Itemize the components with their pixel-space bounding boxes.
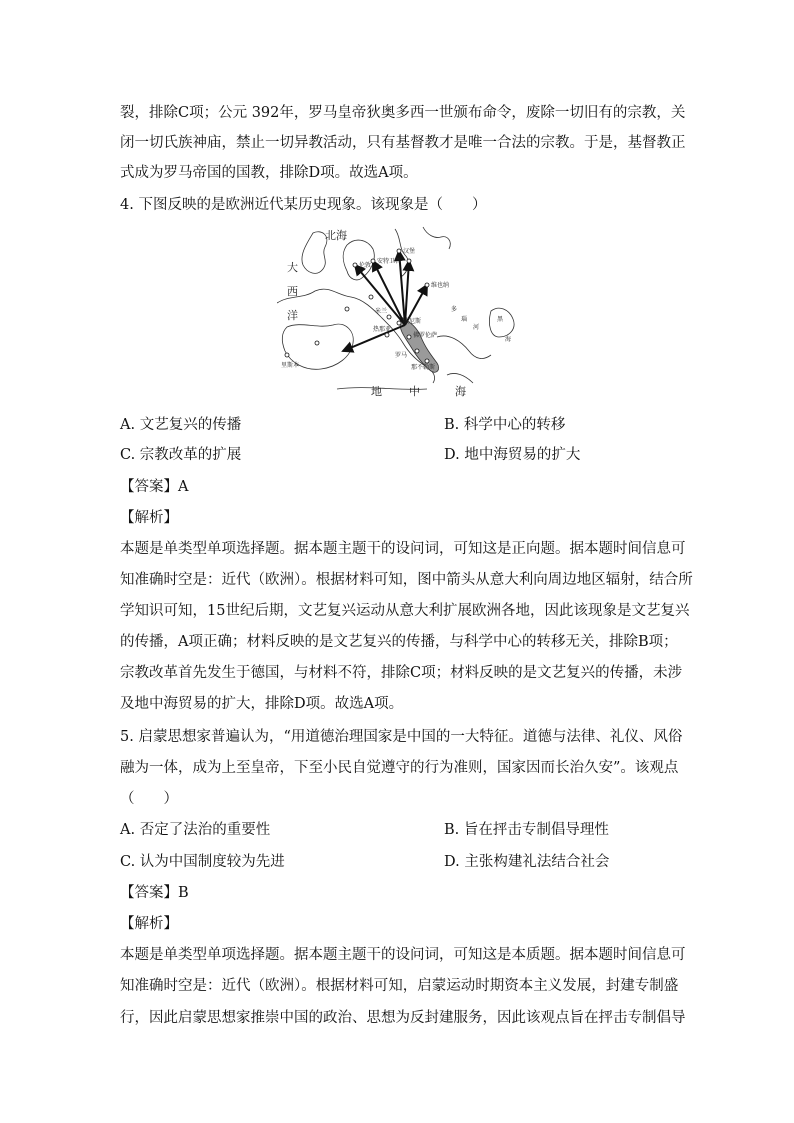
city-vienna: 维也纳 <box>431 282 450 289</box>
label-atlantic-1: 大 <box>287 261 298 274</box>
q4-analysis-line-5: 宗教改革首先发生于德国，与材料不符，排除C项；材料反映的是文艺复兴的传播，未涉 <box>120 665 683 681</box>
city-antwerp: 安特卫普 <box>377 258 402 265</box>
europe-map-svg <box>277 225 518 397</box>
city-florence: 佛罗伦萨 <box>413 332 438 339</box>
q5-analysis-line-2: 知准确时空是：近代（欧洲）。根据材料可知，启蒙运动时期资本主义发展，封建专制盛 <box>120 978 679 994</box>
label-north-sea: 北海 <box>325 229 347 242</box>
q4-analysis-line-6: 及地中海贸易的扩大，排除D项。故选A项。 <box>120 696 404 712</box>
intro-line-2: 闭一切氏族神庙，禁止一切异教活动，只有基督教才是唯一合法的宗教。于是，基督教正 <box>120 135 686 151</box>
label-black-sea-2: 海 <box>505 336 512 343</box>
q4-analysis-line-4: 的传播，A项正确；材料反映的是文艺复兴的传播，与科学中心的转移无关，排除B项； <box>120 634 678 650</box>
q5-option-a: A. 否定了法治的重要性 <box>120 822 271 838</box>
city-milan: 米兰 <box>375 308 388 315</box>
intro-line-1: 裂，排除C项；公元 392年，罗马皇帝狄奥多西一世颁布命令，废除一切旧有的宗教，关 <box>120 105 686 121</box>
label-danube-1: 多 <box>451 306 458 313</box>
q5-option-c: C. 认为中国制度较为先进 <box>120 854 285 870</box>
q4-analysis-line-2: 知准确时空是：近代（欧洲）。根据材料可知，图中箭头从意大利向周边地区辐射，结合所 <box>120 572 693 588</box>
city-hamburg: 汉堡 <box>403 248 416 255</box>
q4-option-b: B. 科学中心的转移 <box>444 417 566 433</box>
q4-stem: 4. 下图反映的是欧洲近代某历史现象。该现象是（ ） <box>120 197 487 213</box>
q4-analysis-line-3: 学知识可知，15世纪后期，文艺复兴运动从意大利扩展欧洲各地，因此该现象是文艺复兴 <box>120 603 690 619</box>
q5-analysis-line-1: 本题是单类型单项选择题。据本题主题干的设问词，可知这是本质题。据本题时间信息可 <box>120 947 686 963</box>
q5-analysis-label: 【解析】 <box>120 916 178 932</box>
city-venice: 威尼斯 <box>403 318 422 325</box>
city-naples: 那不勒斯 <box>411 364 436 371</box>
q5-stem-line-3: （ ） <box>120 791 178 807</box>
q5-stem-line-2: 融为一体，成为上至皇帝，下至小民自觉遵守的行为准则，国家因而长治久安”。该观点 <box>120 760 679 776</box>
q5-analysis-line-3: 行，因此启蒙思想家推崇中国的政治、思想为反封建服务，因此该观点旨在抨击专制倡导 <box>120 1010 686 1026</box>
intro-line-3: 式成为罗马帝国的国教，排除D项。故选A项。 <box>120 165 418 181</box>
label-med-1: 地 <box>371 385 382 397</box>
europe-map-figure <box>277 225 518 397</box>
q4-option-c: C. 宗教改革的扩展 <box>120 447 242 463</box>
q5-answer: 【答案】B <box>120 885 189 901</box>
label-atlantic-3: 洋 <box>287 309 298 322</box>
label-danube-3: 河 <box>473 324 480 331</box>
q5-option-d: D. 主张构建礼法结合社会 <box>444 854 610 870</box>
label-med-2: 中 <box>409 385 420 397</box>
q4-analysis-label: 【解析】 <box>120 510 178 526</box>
city-london: 伦敦 <box>359 262 372 269</box>
label-black-sea: 黑 <box>497 316 504 323</box>
city-genoa: 热那亚 <box>373 326 392 333</box>
q5-stem-line-1: 5. 启蒙思想家普遍认为，“用道德治理国家是中国的一大特征。道德与法律、礼仪、风俗 <box>120 729 683 745</box>
q4-analysis-line-1: 本题是单类型单项选择题。据本题主题干的设问词，可知这是正向题。据本题时间信息可 <box>120 541 686 557</box>
label-med-3: 海 <box>455 385 466 397</box>
q4-option-d: D. 地中海贸易的扩大 <box>444 447 581 463</box>
city-lisbon: 里斯本 <box>281 362 300 369</box>
q4-answer: 【答案】A <box>120 479 189 495</box>
q4-option-a: A. 文艺复兴的传播 <box>120 417 242 433</box>
q5-option-b: B. 旨在抨击专制倡导理性 <box>444 822 609 838</box>
label-atlantic-2: 西 <box>287 285 298 298</box>
label-danube-2: 瑙 <box>461 316 468 323</box>
city-rome: 罗马 <box>395 352 408 359</box>
